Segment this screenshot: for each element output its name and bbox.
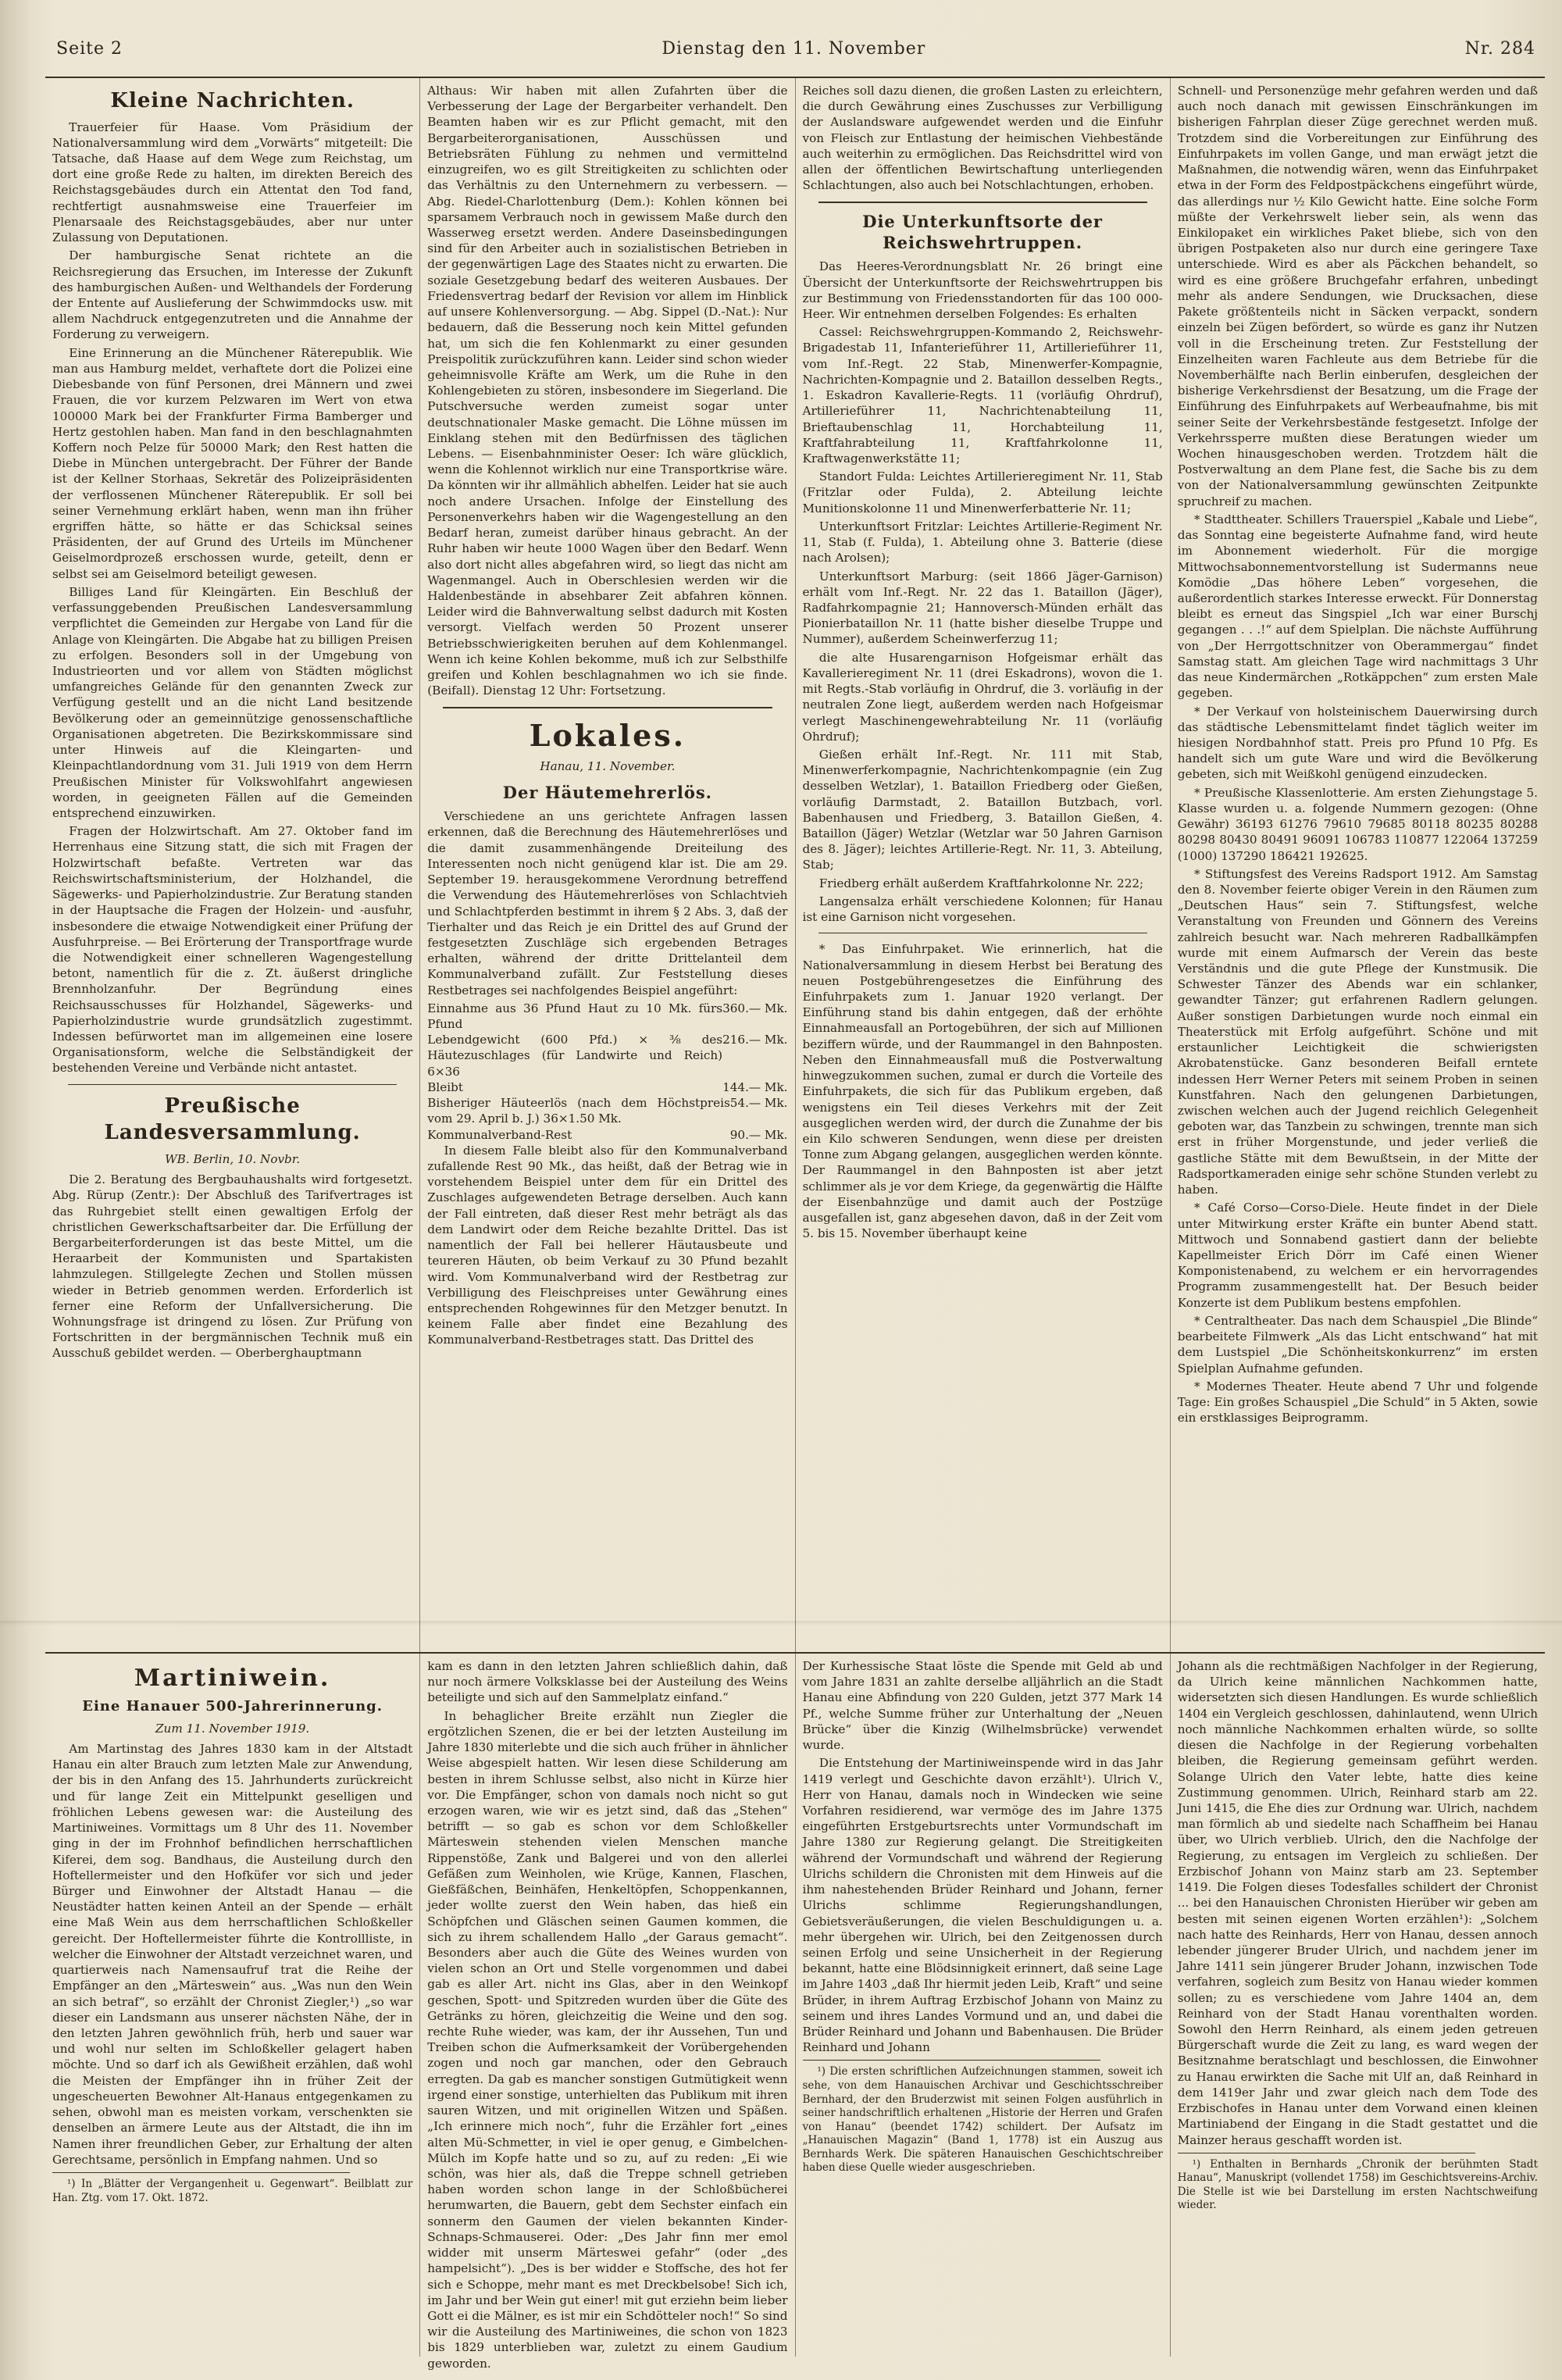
article-paragraph: Friedberg erhält außerdem Kraftfahrkolonne Nr. 222;	[818, 876, 1144, 890]
section-heading-kleine-nachrichten: Kleine Nachrichten.	[110, 89, 355, 112]
article-paragraph: Standort Fulda: Leichtes Artillerieregiment Nr. 11, Stab (Fritzlar oder Fulda), 2. Abteilung leichte Munitionskolonne 11 und Minenwerferbatterie Nr. 11;	[802, 469, 1163, 516]
calculation-row	[427, 1095, 787, 1126]
article-subheading: Eine Hanauer 500-Jahrerinnerung.	[82, 1697, 383, 1715]
column-1	[45, 78, 420, 1652]
article-paragraph: Althaus: Wir haben mit allen Zufahrten über die Verbesserung der Lage der Bergarbeiter verhandelt. Den Beamten haben wir es zur Pflicht gemacht, mit den Bergarbeiterorganisationen, Ausschüssen und Betriebsräten Fühlung zu nehmen und vermittelnd einzugreifen, wo es gilt Streitigkeiten zu schlichten oder das Verhältnis zu den Unternehmern zu verbessern. — Abg. Riedel-Charlottenburg (Dem.): Kohlen können bei sparsamem Verbrauch noch in gewissem Maße durch den Wasserweg ersetzt werden. Andere Daseinsbedingungen sind für den Arbeiter auch in sozialistischen Betrieben in der gegenwärtigen Lage des Staates nicht zu erwarten. Die soziale Gesetzgebung bedarf des weiteren Ausbaues. Der Friedensvertrag bedarf der Revision vor allem im Hinblick auf unsere Kohlenversorgung. — Abg. Sippel (D.-Nat.): Nur bedauern, daß die Besserung noch kein Mittel gefunden hat, um sich die fen Kohlenmarkt zu einer gesunden Preispolitik zurückzuführen kann. Leider sind schon wieder geheimnisvolle Kräfte am Werk, um die Ruhe in den Kohlengebieten zu stören, insbesondere im Siegerland. Die Putschversuche werden zumeist sogar unter deutschnationaler Maske gemacht. Die Löhne müssen im Einklang stehen mit den Bedürfnissen des täglichen Lebens. — Eisenbahnminister Oeser: Ich wäre glücklich, wenn die Kohlennot wirklich nur eine Transportkrise wäre. Da könnten wir ihr allmählich abhelfen. Leider hat sie auch noch andere Ursachen. Infolge der Einstellung des Personenverkehrs haben wir die Wagengestellung an den Bedarf heran, zumeist darüber hinaus gebracht. An der Ruhr haben wir heute 1000 Wagen über den Bedarf. Wenn also dort nicht alles abgefahren wird, so liegt das nicht am Wagenmangel. Auch in Oberschlesien werden wir die Haldenbestände in absehbarer Zeit abfahren können. Leider wird die Bahnverwaltung selbst dadurch mit Kosten versorgt. Vielfach werden 50 Prozent unserer Betriebsschwierigkeiten beruhen auf dem Kohlenmangel. Wenn ich keine Kohlen bekomme, muß ich zur Selbsthilfe greifen und Kohlen beschlagnahmen wo ich sie finde. (Beifall). Dienstag 12 Uhr: Fortsetzung.	[427, 84, 788, 698]
footnote-divider	[803, 2060, 1100, 2061]
calc-value: 90.— Mk.	[729, 1127, 788, 1142]
footnote-divider	[52, 2172, 350, 2173]
dateline: Hanau, 11. November.	[540, 759, 676, 774]
lower-column-4	[1171, 1654, 1545, 2357]
divider	[443, 707, 772, 708]
lower-column-1	[45, 1654, 420, 2357]
article-paragraph: * Modernes Theater. Heute abend 7 Uhr und folgende Tage: Ein großes Schauspiel „Die Schuld“ in 5 Akten, sowie ein erstklassiges Beiprogramm.	[1177, 1379, 1538, 1426]
upper-section	[45, 78, 1545, 1654]
page-header	[45, 23, 1545, 78]
article-paragraph: kam es dann in den letzten Jahren schließlich dahin, daß nur noch ärmere Volksklasse bei der Austeilung des Weins beteiligte und sich auf den Sammelplatz einfand.“	[427, 1659, 788, 1705]
calculation-row	[427, 1127, 787, 1143]
article-paragraph: * Das Einfuhrpaket. Wie erinnerlich, hat die Nationalversammlung in diesem Herbst bei Beratung des neuen Postgebührengesetzes die Einführung des Einfuhrpakets zum 1. Januar 1920 verlangt. Der Einführung stand bis dahin entgegen, daß der erhöhte Einnahmeausfall an Portogebühren, der sich auf Millionen beziffern würde, und der Raummangel in den Bahnposten. Neben den Einnahmeausfall muß die Postverwaltung hinwegzukommen suchen, zumal er durch die Vorteile des Einfuhrpakets, die sich für das Publikum ergeben, daß wenigstens ein Teil dieses Verkehrs mit der Zeit ausgeglichen werden wird, der durch die Zunahme der bis ein Kilo schweren Sendungen, wenn diese per dreisten Tonne zum Abgang gelangen, ausgeglichen werden könnte. Der Raummangel in den Bahnposten ist aber jetzt schlimmer als je vor dem Kriege, da gegenwärtig die Hälfte der Eisenbahnzüge und damit auch der Postzüge ausgefallen ist, ganz abgesehen davon, daß in der Zeit vom 5. bis 15. November überhaupt keine	[802, 942, 1163, 1241]
calculation-row	[427, 1079, 787, 1095]
article-paragraph: Trauerfeier für Haase. Vom Präsidium der Nationalversammlung wird dem „Vorwärts“ mitgeteilt: Die Tatsache, daß Haase auf dem Wege zum Reichstag, um dort eine große Rede zu halten, im direkten Bereich des Reichstagsgebäudes durch ein Attentat den Tod fand, rechtfertigt ausnahmsweise eine Trauerfeier im Plenarsaale des Reichstagsgebäudes, aber nur unter Zulassung von Deputationen.	[52, 120, 413, 245]
article-heading-martiniwein: Martiniwein.	[134, 1665, 331, 1692]
calc-value: 54.— Mk.	[729, 1096, 788, 1111]
page-number: Seite 2	[56, 39, 123, 59]
issue-date: Dienstag den 11. November	[662, 39, 926, 59]
section-heading-lokales: Lokales.	[529, 717, 686, 753]
calculation-row	[427, 1001, 787, 1032]
lower-section	[45, 1654, 1545, 2371]
article-paragraph: Fragen der Holzwirtschaft. Am 27. Oktober fand im Herrenhaus eine Sitzung statt, die sich mit Fragen der Holzwirtschaft befaßte. Vertreten war das Reichswirtschaftsministerium, der Holzhandel, die Sägewerks- und Papierholzindustrie. Zur Beratung standen in der Hauptsache die Fragen der Holzein- und -ausfuhr, insbesondere die etwaige Notwendigkeit einer Prüfung der Ausfuhrpreise. — Bei Erörterung der Transportfrage wurde die Notwendigkeit einer schnelleren Wagengestellung betont, namentlich für die z. Zt. äußerst dringliche Brennholzanfuhr. Der Begründung eines Reichsausschusses für Holzhandel, Sägewerks- und Papierholzindustrie wurde grundsätzlich zugestimmt. Indessen befürwortet man im allgemeinen eine losere Organisationsform, welche die Selbständigkeit der bestehenden Vereine und Verbände nicht antastet.	[52, 824, 413, 1076]
article-paragraph: Die Entstehung der Martiniweinspende wird in das Jahr 1419 verlegt und Geschichte davon erzählt¹). Ulrich V., Herr von Hanau, damals noch in Windecken wie seine Vorfahren residierend, war vermöge des im Jahre 1375 eingeführten Erstgeburtsrechts unter Vormundschaft im Jahre 1380 zur Regierung gelangt. Die Streitigkeiten während der Vormundschaft und während der Regierung Ulrichs schildern die Chronisten mit dem Hinweis auf die ihm nahestehenden Brüder Reinhard und Johann, ferner Ulrichs schlimme Regierungshandlungen, Gebietsveräußerungen, die vielen Beschuldigungen u. a. mehr übergehen wir. Ulrich, bei den Zeitgenossen durch seinen Erfolg und seine Unsicherheit in der Regierung bekannt, hatte eine Blödsinnigkeit erinnert, daß seine Lage im Jahre 1403 „daß Ihr hiermit jeden Leib, Kraft“ und seine Brüder, in ihrem Auftrag Erzbischof Johann von Mainz zu seinem und ihres Landes Vormund und an, und dabei die Brüder Reinhard und Johann und Babenhausen. Die Brüder Reinhard und Johann	[802, 1756, 1163, 2055]
column-3	[796, 78, 1171, 1652]
dateline: WB. Berlin, 10. Novbr.	[165, 1151, 301, 1166]
article-paragraph: * Café Corso—Corso-Diele. Heute findet in der Diele unter Mitwirkung erster Kräfte ein bunter Abend statt. Mittwoch und Sonnabend gastiert dann der beliebte Kapellmeister Erich Dörr im Café einen Wiener Komponistenabend, zu welchem er ein hervorragendes Programm zusammengestellt hat. Der Besuch beider Konzerte ist dem Publikum bestens empfohlen.	[1177, 1201, 1538, 1310]
article-paragraph: die alte Husarengarnison Hofgeismar erhält das Kavallerieregiment Nr. 11 (drei Eskadrons), wovon die 1. mit Regts.-Stab vorläufig in Ohrdruf, die 3. vorläufig in der neutralen Zone liegt, außerdem werden nach Hofgeismar verlegt Maschinengewehrabteilung Nr. 11 (vorläufig Ohrdruf);	[802, 650, 1163, 744]
article-heading-unterkunftsorte: Die Unterkunftsorte der Reichswehrtruppen.	[862, 211, 1103, 253]
article-paragraph: * Stiftungsfest des Vereins Radsport 1912. Am Samstag den 8. November feierte obiger Verein in den Räumen zum „Deutschen Haus“ sein 7. Stiftungsfest, welche Veranstaltung von Freunden und Gönnern des Vereins zahlreich besucht war. Nach mehreren Radballkämpfen wurde mit einem Aufmarsch der Verein das beste Verständnis und die gute Pflege der Kunstmusik. Die Schwester Tänzer des Abends war ein schlanker, gewandter Tänzer; gut erfahrenen Radlern gelungen. Außer sonstigen Darbietungen wurde noch einmal ein Theaterstück mit Erfolg aufgeführt. Schöne und mit erstaunlicher Leichtigkeit die schwierigsten Akrobatenstücke. Ganz besonderen Beifall erntete indessen Herr Werner Peters mit seinem Proben in seinen Kunstfahren. Nach den gelungenen Darbietungen, zwischen welchen auch der Jugend reichlich Gelegenheit geboten war, das Tanzbein zu schwingen, trennte man sich erst in früher Morgenstunde, und jeder verließ die gastliche Stätte mit dem Bewußtsein, in der Mitte der Radsportkameraden einige sehr schöne Stunden verlebt zu haben.	[1177, 866, 1538, 1197]
column-4	[1171, 78, 1545, 1652]
article-paragraph: Verschiedene an uns gerichtete Anfragen lassen erkennen, daß die Berechnung des Häutemehrerlöses und die damit zusammenhängende Dreiteilung des Interessenten noch nicht genügend klar ist. Die am 29. September 19. herausgekommene Verordnung betreffend die Verwendung des Häutemehrerlöses von Schlachtvieh und Schlachtpferden bestimmt in ihrem § 2 Abs. 3, daß der Tierhalter und das Reich je ein Drittel des auf Grund der festgesetzten Zuschläge sich ergebenden Betrages erhalten, während der dritte Drittelanteil dem Kommunalverband zufällt. Zur Feststellung dieses Restbetrages sei nachfolgendes Beispiel angeführt:	[427, 809, 788, 997]
lower-column-2	[420, 1654, 795, 2371]
article-paragraph: Reiches soll dazu dienen, die großen Lasten zu erleichtern, die durch Gewährung eines Zuschusses zur Verbilligung der Auslandsware aufgewendet werden und die Einfuhr von Fleisch zur Entlastung der heimischen Viehbestände auch weiterhin zu ermöglichen. Das Reichsdrittel wird von allen der öffentlichen Bewirtschaftung unterliegenden Schlachtungen, also auch bei Notschlachtungen, erhoben.	[802, 84, 1163, 193]
article-paragraph: Eine Erinnerung an die Münchener Räterepublik. Wie man aus Hamburg meldet, verhaftete dort die Polizei eine Diebesbande von fünf Personen, drei Männern und zwei Frauen, die vor kurzem Pelzwaren im Wert von etwa 100000 Mark bei der Frankfurter Firma Bamberger und Hertz gestohlen haben. Man fand in den beschlagnahmten Koffern noch Pelze für 50000 Mark; den Rest hatten die Diebe in München untergebracht. Der Führer der Bande ist der Kellner Storhaas, Sekretär des Polizeipräsidenten der verflossenen Münchener Räterepublik. Er soll bei seiner Vernehmung erklärt haben, wenn man ihn früher ergriffen hätte, so hätte er das Schicksal seines Präsidenten, der auf Grund des Urteils im Münchener Geiselmordprozeß erschossen wurde, geteilt, denn er selbst sei am Geiselmord beteiligt gewesen.	[52, 345, 413, 581]
article-paragraph: Gießen erhält Inf.-Regt. Nr. 111 mit Stab, Minenwerferkompagnie, Nachrichtenkompagnie (ein Zug desselben Wetzlar), 1. Bataillon Friedberg oder Gießen, vorläufig Darmstadt, 2. Bataillon Butzbach, vorl. Babenhausen und Friedberg, 3. Bataillon Gießen, 4. Bataillon (Jäger) Wetzlar (Wetzlar war 50 Jahren Garnison des 8. Jäger); leichtes Artillerie-Regt. Nr. 11, 3. Abteilung, Stab;	[802, 747, 1163, 872]
article-paragraph: * Preußische Klassenlotterie. Am ersten Ziehungstage 5. Klasse wurden u. a. folgende Nummern gezogen: (Ohne Gewähr) 36193 61276 79610 79685 80118 80235 80288 80298 80430 80491 96091 106783 110877 122064 137259 (1000) 137290 186421 192625.	[1177, 785, 1538, 863]
calc-label: Kommunalverband-Rest	[427, 1127, 572, 1142]
article-paragraph: Die 2. Beratung des Bergbauhaushalts wird fortgesetzt. Abg. Rürup (Zentr.): Der Abschluß des Tarifvertrages ist das Ruhrgebiet stellt einen gewaltigen Erfolg der christlichen Gewerkschaftsarbeiter dar. Die Erfüllung der Bergarbeiterforderungen ist das beste Mittel, um die Heraarbeit der Kommunisten und Spartakisten lahmzulegen. Stillgelegte Zechen und Stollen müssen wieder in Betrieb genommen werden. Erforderlich ist ferner eine Reform der Unfallversicherung. Die Wohnungsfrage ist dringend zu lösen. Zur Prüfung von Fortschritten in der bergmännischen Technik muß ein Ausschuß gebildet werden. — Oberberghauptmann	[52, 1172, 413, 1361]
footnote: ¹) In „Blätter der Vergangenheit u. Gegenwart“. Beilblatt zur Han. Ztg. vom 17. Okt. 1872.	[52, 2177, 413, 2204]
article-paragraph: In behaglicher Breite erzählt nun Ziegler die ergötzlichen Szenen, die er bei der letzten Austeilung im Jahre 1830 miterlebte und die sich auch früher in ähnlicher Weise abgespielt hatten. Wir lesen diese Schilderung am besten in ihrem Schlusse selbst, also nicht in Kürze hier vor. Die Empfänger, schon von damals noch nicht so gut erzogen waren, wie wir es jetzt sind, daß das „Stehen“ betrifft — so gab es schon vor dem Schloßkeller Märteswein stehenden vielen Menschen manche Rippenstöße, Zank und Balgerei und von den allerlei Gefäßen zum Weinholen, wie Krüge, Kannen, Flaschen, Gießfäßchen, Beinhäfen, Henkeltöpfen, Schoppenkannen, jeder wollte zuerst den Wein haben, das hieß ein Schöpfchen und Gläschen seinen Gaumen kommen, die sich zu ihrem schallendem Hallo „der Garaus gemacht“. Besonders aber auch die Güte des Weines wurden von vielen schon an Ort und Stelle vorgenommen und dabei gab es aller Art. nicht ins Glas, aber in den Weinkopf geschen, Spott- und Spitzreden wurden über die Güte des Getränks zu hören, gleichzeitig die Weine und den sog. rechte Ruhe wieder, was kam, der ihr Aussehen, Tun und Treiben schon die Aufmerksamkeit der Vorübergehenden zogen und noch gar manchen, oder den Gebrauch erregten. Da gab es mancher sonstigen Gutmütigkeit wenn irgend einer sonstige, unterhielten das Publikum mit ihren sauren Witzen, und mit originellen Witzen und Späßen. „Ich erinnere mich noch“, fuhr die Erzähler fort „eines alten Mü-Schmetter, in viel ie oper genug, e Gimbelchen-Mülch im Kopfe hatte und so zu, auf zu reden: „Ei wie schön, was hier als, daß die Treppe schnell getrieben haben worden schon lange in der Schloßbücherei herumwarten, die Bauern, gebt dem Sechster einfach ein sonnerm den Gaumen der vielen bekannten Kinder-Schnaps-Schmauserei. Oder: „Des Jahr finn mer emol widder mit unserm Märteswei gefahr“ (oder „des hampelsicht“). „Des is ber widder e Stoffsche, des hot fer sich e Schoppe, mehr mant es met Dreckbelsobe! Sich ich, im Jahr und ber Wein gut einer! mit gut erziehn beim lieber Gott ei die Mälner, es ist mir ein Schdötteler noch!“ So sind wir die Austeilung des Martiniweines, die schon von 1823 bis 1829 unterblieben war, zuletzt zu einem Gaudium geworden.	[427, 1708, 788, 2371]
calc-value: 144.— Mk.	[722, 1079, 788, 1094]
article-paragraph: * Der Verkauf von holsteinischem Dauerwirsing durch das städtische Lebensmittelamt findet täglich weiter im hiesigen Nordbahnhof statt. Preis pro Pfund 10 Pfg. Es handelt sich um gute Ware und wird die Bevölkerung gebeten, sich mit Weißkohl genügend einzudecken.	[1177, 704, 1538, 782]
article-paragraph: Schnell- und Personenzüge mehr gefahren werden und daß auch noch danach mit gewissen Einschränkungen im bisherigen Fahrplan dieser Züge gerechnet werden muß. Trotzdem sind die Vorbereitungen zur Einführung des Einfuhrpakets im vollen Gange, und man erwägt jetzt die Maßnahmen, die notwendig wären, wenn das Einfuhrpaket etwa in der Form des Feldpostpäckchens eingeführt würde, das allerdings nur ½ Kilo Gewicht hatte. Eine solche Form müßte der Verkehrswelt lieber sein, als wenn das Einkilopaket ein wirkliches Paket bliebe, sich von den übrigen Postpaketen also nur durch eine geringere Taxe unterschiede. Wird es aber als Päckchen behandelt, so wird es eine größere Bruchgefahr erfahren, unbedingt mehr als andere Sendungen, wie Drucksachen, diese Pakete größtenteils nicht in Säcken verpackt, sondern einzeln bei Zügen befördert, so würde es ganz ihr Nutzen voll in die Erscheinung treten. Zur Feststellung der Einzelheiten waren Fachleute aus dem Betriebe für die Novemberhälfte nach Berlin einberufen, desgleichen der bisherige Verkehrsdienst der Besatzung, um die Frage der Einführung des Einfuhrpakets auf Werbeaufnahme, bis mit seiner Seite der Verkehrsbestände festgesetzt. Infolge der Verkehrssperre mußten diese Beratungen wieder um Wochen hinausgeschoben werden. Trotzdem hält die Postverwaltung an dem Plane fest, die Sache bis zu dem von der Nationalversammlung gewünschten Zeitpunkte spruchreif zu machen.	[1177, 84, 1538, 508]
calc-label: Bisheriger Häuteerlös (nach dem Höchstpreis vom 29. April b. J.) 36×1.50 Mk.	[427, 1096, 730, 1126]
calc-label: Einnahme aus 36 Pfund Haut zu 10 Mk. fürs Pfund	[427, 1001, 723, 1032]
article-paragraph: Johann als die rechtmäßigen Nachfolger in der Regierung, da Ulrich keine männlichen Nachkommen hatte, widersetzten sich diesen Handlungen. Es wurde schließlich 1404 ein Vergleich geschlossen, dahinlautend, wenn Ulrich noch männliche Nachkommen erhalten würde, so sollte diesen die Nachfolge in der Regierung vorbehalten bleiben, die Regierung gemeinsam geführt werden. Solange Ulrich den Vater lebte, hatte dies keine Zustimmung genommen. Ulrich, Reinhard starb am 22. Juni 1415, die Ehe dies zur Ordnung war. Ulrich, nachdem man förmlich ab und siedelte nach Schaffheim bei Hanau über, wo Ulrich verblieb. Ulrich, den die Nachfolge der Regierung, zu entsagen im Vergleich zu schließen. Der Erzbischof Johann von Mainz starb am 23. September 1419. Die Folgen dieses Todesfalles schildert der Chronist ... bei den Hanauischen Chronisten Hierüber wir geben am besten mit seinen eigenen Worten erzählen¹): „Solchem nach hatte des Reinhards, Herr von Hanau, dessen annoch lebender jüngerer Bruder Ulrich, und nachdem jener im Jahre 1411 sein jüngerer Bruder Johann, inzwischen Tode verfahren, sogleich zum Besitz von Hanau wieder kommen sollen; zu es verschiedene vom Jahre 1404 an, dem Reinhard von der Stadt Hanau vorenthalten worden. Sowohl den Herrn Reinhard, als einem jeden getreuen Bürgerschaft wurde die Zeit zu lang, es ward wegen der Besitznahme beratschlagt und beschlossen, die Einwohner zu Hanau erwirkten die Sache mit Ulf an, daß Reinhard in dem 1419er Jahr und zwar gleich nach dem Tode des Erzbischofes in Hanau unter dem Vorwand einen kleinen Martiniabend der Eingang in die Stadt gestattet und die Mainzer heraus geschafft worden ist.	[1177, 1659, 1538, 2147]
dateline: Zum 11. November 1919.	[155, 1721, 310, 1736]
footnote: ¹) Die ersten schriftlichen Aufzeichnungen stammen, soweit ich sehe, von dem Hanauischen Archivar und Geschichtsschreiber Bernhard, der den Bruderzwist mit seinen Folgen ausführlich in seiner handschriftlich erhaltenen „Historie der Herren und Grafen von Hanau“ (beendet 1742) schildert. Der Aufsatz im „Hanauischen Magazin“ (Band 1, 1778) ist ein Auszug aus Bernhards Werk. Die späteren Hanauischen Geschichtschreiber haben diese Quelle wieder ausgeschrieben.	[802, 2065, 1163, 2175]
article-heading-haeutemehrerloes: Der Häutemehrerlös.	[502, 783, 712, 803]
article-paragraph: * Stadttheater. Schillers Trauerspiel „Kabale und Liebe“, das Sonntag eine begeisterte Aufnahme fand, wird heute im Abonnement wiederholt. Für die morgige Mittwochsabonnementvorstellung ist Sudermanns neue Komödie „Das höhere Leben“ vorgesehen, die außerordentlich starkes Interesse erweckt. Für Donnerstag bleibt es erneut das Singspiel „Ich war einer Burschj gegangen . . .!“ auf dem Spielplan. Die nächste Aufführung von „Der Herrgottschnitzer von Oberammergau“ findet Samstag statt. Am gleichen Tage wird nachmittags 3 Uhr das neue Kindermärchen „Rotkäppchen“ zum ersten Male gegeben.	[1177, 512, 1538, 701]
paper-fold	[0, 1621, 1562, 1625]
article-paragraph: In diesem Falle bleibt also für den Kommunalverband zufallende Rest 90 Mk., das heißt, daß der Betrag wie in vorstehendem Beispiel unter dem für ein Drittel des Zuschlages aufgewendeten Betrage derselben. Auch kann der Fall eintreten, daß dieser Rest mehr beträgt als das dem Landwirt oder dem Reiche bezahlte Drittel. Das ist namentlich der Fall bei hellerer Häutausbeute und teureren Häuten, ob beim Verkauf zu 30 Pfund bezahlt wird. Vom Kommunalverband wird der Restbetrag zur Verbilligung des Fleischpreises unter Gewährung eines entsprechenden Rohgewinnes für den Metzger benutzt. In keinem Falle aber findet eine Bezahlung des Kommunalverband-Restbetrages statt. Das Drittel des	[427, 1143, 788, 1347]
article-paragraph: Cassel: Reichswehrgruppen-Kommando 2, Reichswehr-Brigadestab 11, Infanterieführer 11, Artillerieführer 11, vom Inf.-Regt. 22 Stab, Minenwerfer-Kompagnie, Nachrichten-Kompagnie und 2. Bataillon desselben Regts., 1. Eskadron Kavallerie-Regts. 11 (vorläufig Ohrdruf), Artillerieführer 11, Nachrichtenabteilung 11, Brieftaubenschlag 11, Horchabteilung 11, Kraftfahrabteilung 11, Kraftfahrkolonne 11, Kraftwagenwerkstätte 11;	[802, 325, 1163, 466]
article-paragraph: Der Kurhessische Staat löste die Spende mit Geld ab und vom Jahre 1831 an zahlte derselbe alljährlich an die Stadt Hanau eine Abfindung von 220 Gulden, jetzt 377 Mark 14 Pf., welche Summe früher zur Unterhaltung der „Neuen Brücke“ über die Kinzig (Wilhelmsbrücke) verwendet wurde.	[802, 1659, 1163, 1753]
calc-value: 360.— Mk.	[722, 1001, 788, 1015]
calc-value: 216.— Mk.	[722, 1033, 788, 1047]
divider	[68, 1084, 397, 1085]
column-2	[420, 78, 795, 1652]
calc-label: Lebendgewicht (600 Pfd.) × ⅜ des Häutezuschlages (für Landwirte und Reich) 6×36	[427, 1033, 723, 1079]
article-paragraph: Am Martinstag des Jahres 1830 kam in der Altstadt Hanau ein alter Brauch zum letzten Male zur Anwendung, der bis in den Anfang des 15. Jahrhunderts zurückreicht und für lange Zeit ein Mittelpunkt geselligen und fröhlichen Lebens gewesen war: die Austeilung des Martiniweines. Vormittags um 8 Uhr des 11. November ging in der im Frohnhof befindlichen herrschaftlichen Kiferei, dem sog. Bandhaus, die Austeilung durch den Hoftellermeister und den Hofküfer vor sich und jeder Bürger und Einwohner der Altstadt Hanau — die Neustädter hatten keinen Anteil an der Spende — erhält eine Maß Wein aus dem herrschaftlichen Schloßkeller gereicht. Der Hoftellermeister führte die Kontrollliste, in welcher die Einwohner der Altstadt verzeichnet waren, und quartierweis nach Namensaufruf trat die Reihe der Empfänger an den „Märteswein“ aus. „Was nun den Wein an sich betraf“, so erzählt der Chronist Ziegler,¹) „so war dieser ein Landsmann aus unserer nächsten Nähe, der in den letzten Jahren gewöhnlich früh, herb und sauer war und wohl nur selten im Schloßkeller gelagert haben möchte. Und so darf ich als Gewißheit erzählen, daß wohl die Meisten der Empfänger ihn in früher Zeit der ungescheuerten Bewohner Alt-Hanaus entgegenkamen zu sehen, obwohl man es meisten vorkam, verschenkten sie denselben an ärmere Leute aus der Altstadt, die ihn im Namen ihrer freundlichen Geber, zur Erhaltung der alten Gerechtsame, persönlich in Empfang nahmen. Und so	[52, 1742, 413, 2167]
issue-number: Nr. 284	[1464, 39, 1535, 59]
section-heading-landesversammlung: Preußische Landesversammlung.	[104, 1094, 361, 1145]
article-paragraph: Das Heeres-Verordnungsblatt Nr. 26 bringt eine Übersicht der Unterkunftsorte der Reichswehrtruppen bis zur Bestimmung von Friedensstandorten für das 100 000-Heer. Wir entnehmen derselben Folgendes: Es erhalten	[802, 259, 1163, 322]
article-paragraph: Der hamburgische Senat richtete an die Reichsregierung das Ersuchen, im Interesse der Zukunft des hamburgischen Außen- und Welthandels der Forderung der Entente auf Auslieferung der Schwimmdocks usw. mit allem Nachdruck entgegenzutreten und die Annahme der Forderung zu verweigern.	[52, 248, 413, 342]
article-paragraph: Langensalza erhält verschiedene Kolonnen; für Hanau ist eine Garnison nicht vorgesehen.	[802, 894, 1163, 925]
article-paragraph: Unterkunftsort Fritzlar: Leichtes Artillerie-Regiment Nr. 11, Stab (f. Fulda), 1. Abteilung ohne 3. Batterie (diese nach Arolsen);	[802, 519, 1163, 566]
calculation-table	[427, 1001, 787, 1143]
article-paragraph: Unterkunftsort Marburg: (seit 1866 Jäger-Garnison) erhält vom Inf.-Regt. Nr. 22 das 1. Bataillon (Jäger), Radfahrkompagnie 21; Hannoversch-Münden erhält das Pionierbataillon Nr. 11 (hatte bisher dieselbe Truppe und Nummer), außerdem Scheinwerferzug 11;	[802, 569, 1163, 647]
footnote: ¹) Enthalten in Bernhards „Chronik der berühmten Stadt Hanau“, Manuskript (vollendet 1758) im Geschichtsvereins-Archiv. Die Stelle ist wie bei Darstellung im ersten Nachtschweifung wieder.	[1177, 2157, 1538, 2212]
calc-label: Bleibt	[427, 1079, 463, 1094]
article-paragraph: Billiges Land für Kleingärten. Ein Beschluß der verfassunggebenden Preußischen Landesversammlung verpflichtet die Gemeinden zur Hergabe von Land für die Anlage von Kleingärten. Die Abgabe hat zu billigen Preisen zu erfolgen. Besonders soll in der Umgebung von Industrieorten und vor allem von Städten möglichst umfangreiches Gelände für den genannten Zweck zur Verfügung gestellt und an die nicht Land besitzende Bevölkerung oder an gemeinnützige genossenschaftliche Organisationen abgetreten. Die Bezirkskommissare sind unter Hinweis auf die Kleingarten- und Kleinpachtlandordnung vom 31. Juli 1919 von dem Herrn Preußischen Minister für Volkswohlfahrt angewiesen worden, in geeigneten Fällen auf die Gemeinden entsprechend einzuwirken.	[52, 584, 413, 820]
calculation-row	[427, 1032, 787, 1079]
divider	[818, 202, 1147, 203]
lower-column-3	[796, 1654, 1171, 2357]
article-paragraph: * Centraltheater. Das nach dem Schauspiel „Die Blinde“ bearbeitete Filmwerk „Als das Licht entschwand“ hat mit dem Lustspiel „Die Schönheitskonkurrenz“ im ersten Spielplan Aufnahme gefunden.	[1177, 1313, 1538, 1376]
